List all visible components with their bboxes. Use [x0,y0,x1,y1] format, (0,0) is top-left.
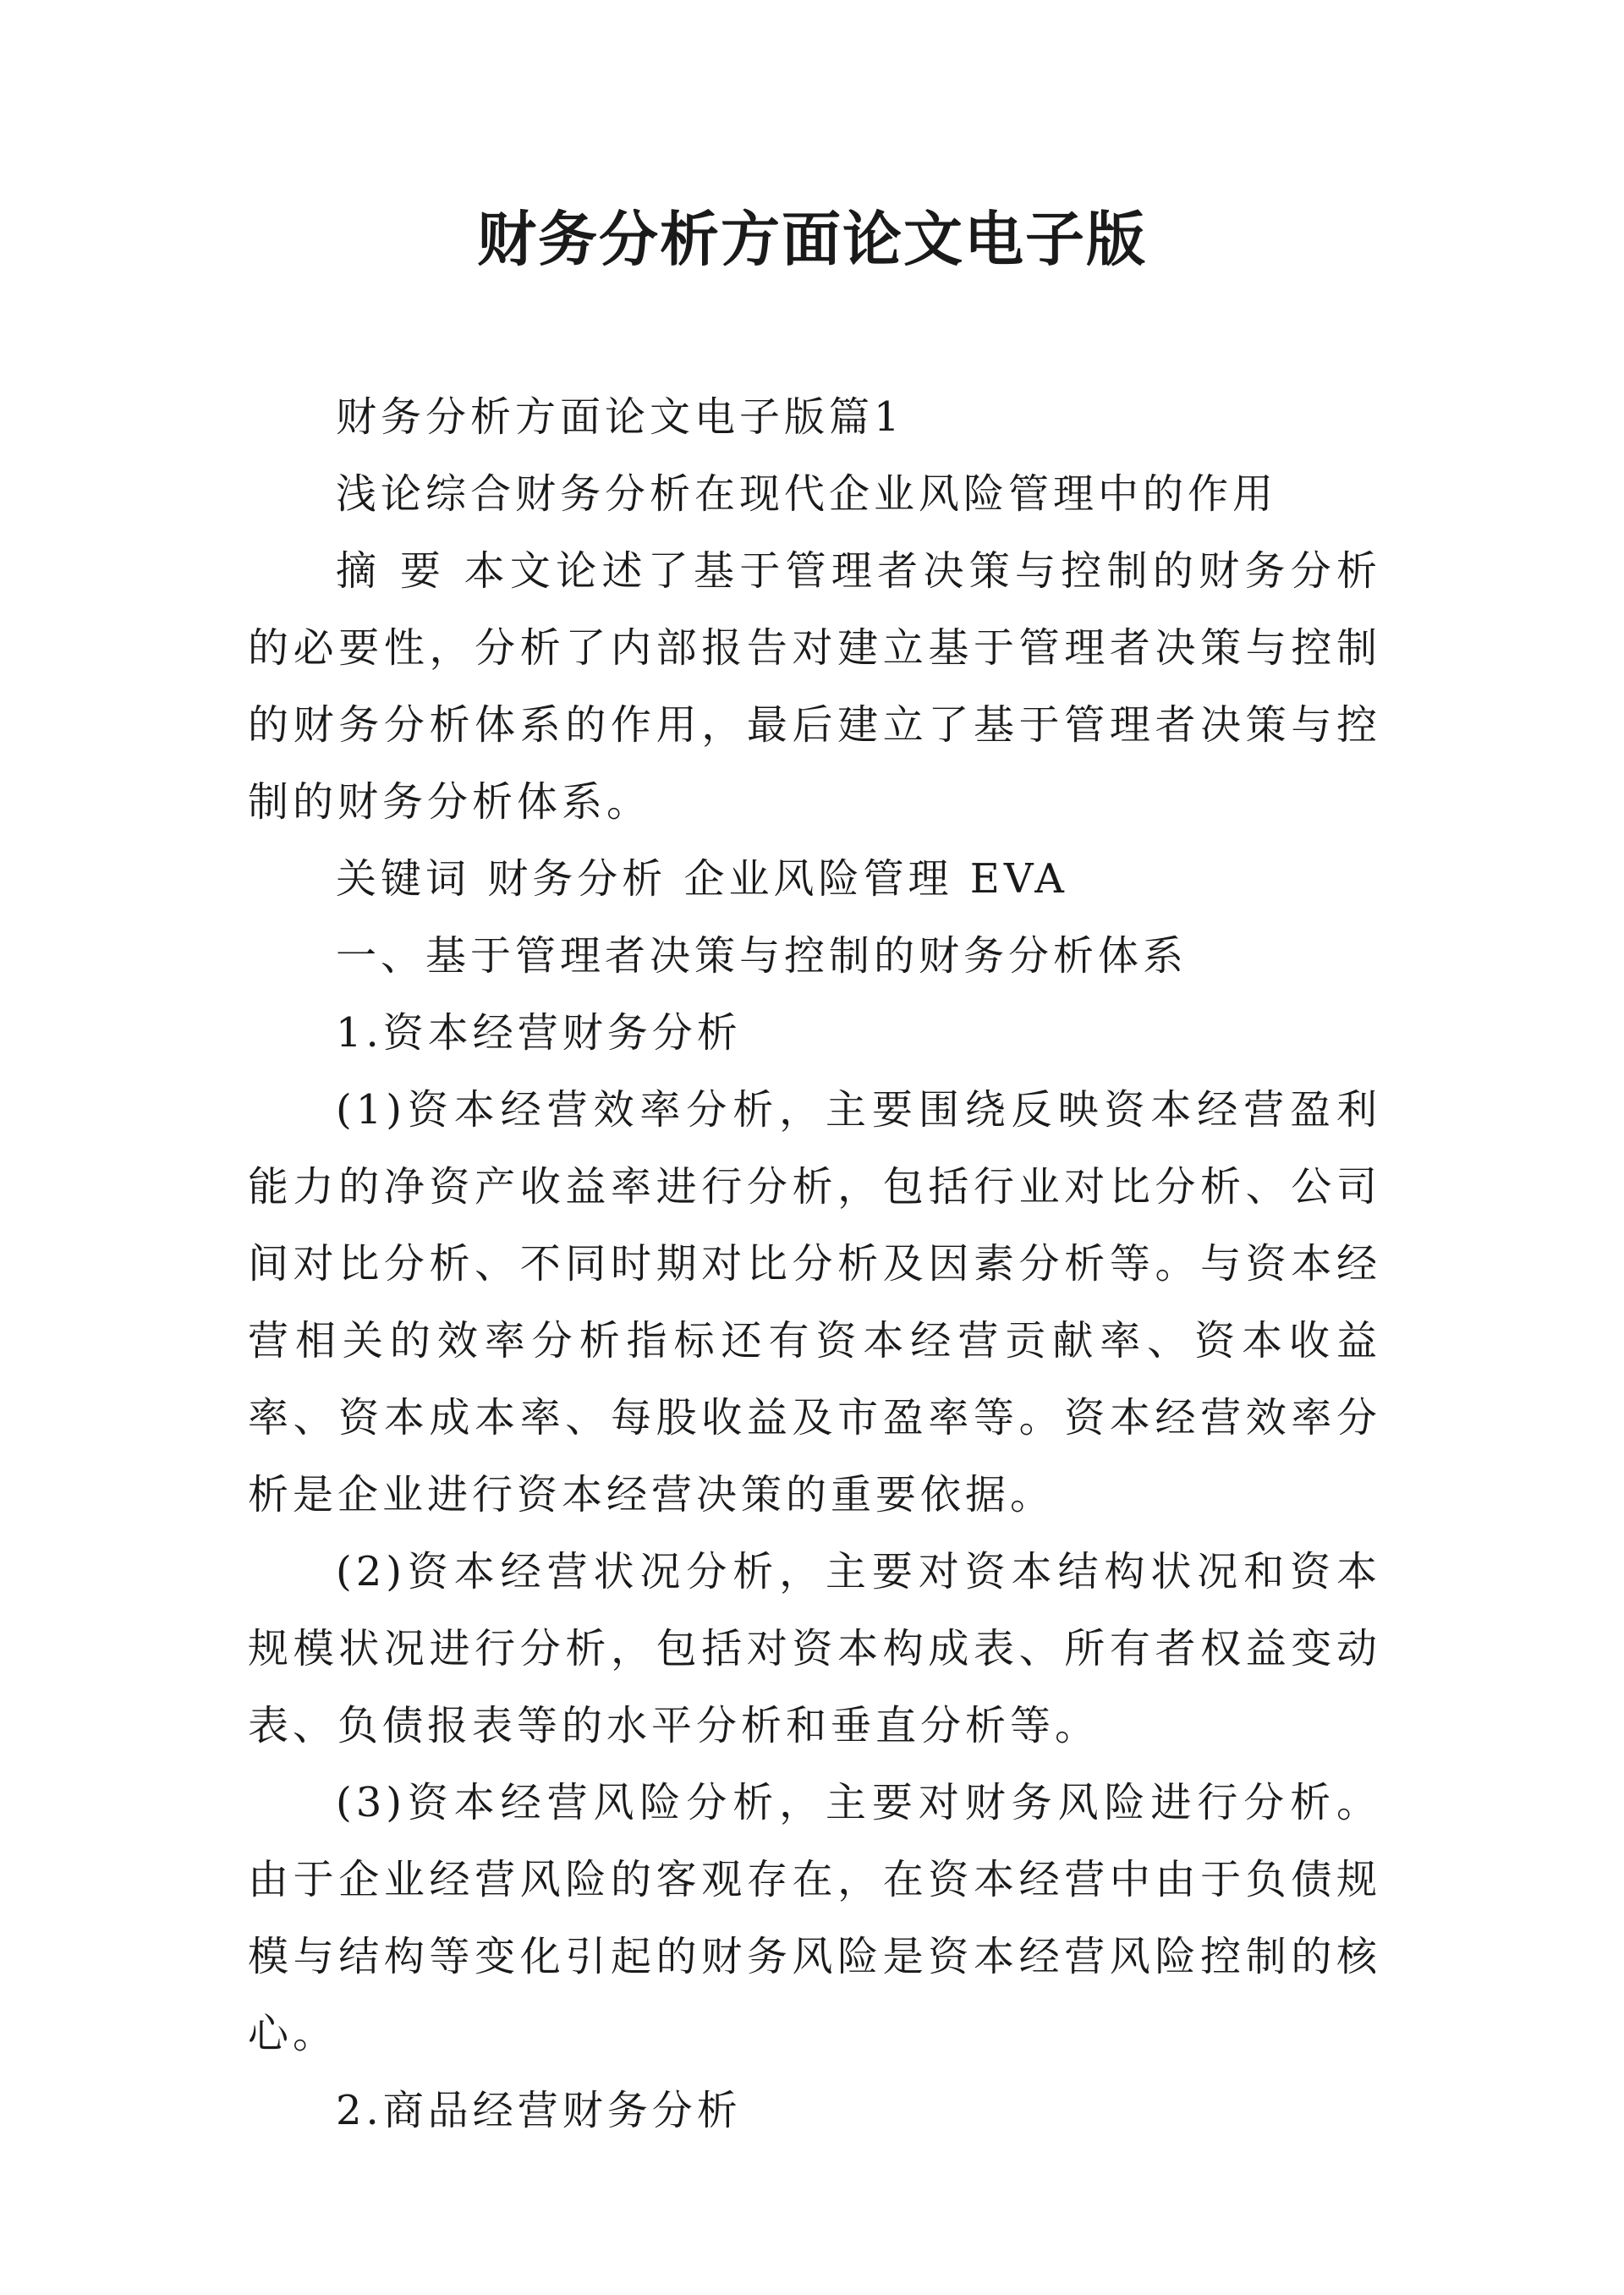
chapter-heading: 一、基于管理者决策与控制的财务分析体系 [336,932,1188,980]
document-title: 财务分析方面论文电子版 [477,205,1147,274]
keywords-line: 关键词 财务分析 企业风险管理 EVA [336,855,1068,903]
body-paragraph: (1)资本经营效率分析，主要围绕反映资本经营盈利能力的净资产收益率进行分析，包括行业对比分析、公司间对比分析、不同时期对比分析及因素分析等。与资本经营相关的效率分析指标还有资本经营贡献率、资本收益率、资本成本率、每股收益及市盈率等。资本经营效率分析是企业进行资本经营决策的重要依据。 [248,1086,1381,1518]
section-heading: 财务分析方面论文电子版篇1 [336,393,904,441]
subsection-heading: 2.商品经营财务分析 [336,2087,742,2134]
body-paragraph: (3)资本经营风险分析，主要对财务风险进行分析。由于企业经营风险的客观存在，在资本经营中由于负债规模与结构等变化引起的财务风险是资本经营风险控制的核心。 [248,1779,1381,2057]
abstract-paragraph: 摘 要 本文论述了基于管理者决策与控制的财务分析的必要性，分析了内部报告对建立基于管理者决策与控制的财务分析体系的作用，最后建立了基于管理者决策与控制的财务分析体系。 [248,547,1381,826]
paper-title: 浅论综合财务分析在现代企业风险管理中的作用 [336,470,1278,518]
subsection-heading: 1.资本经营财务分析 [336,1009,742,1057]
body-paragraph: (2)资本经营状况分析，主要对资本结构状况和资本规模状况进行分析，包括对资本构成表、所有者权益变动表、负债报表等的水平分析和垂直分析等。 [248,1548,1381,1749]
document-body [248,379,1381,2150]
